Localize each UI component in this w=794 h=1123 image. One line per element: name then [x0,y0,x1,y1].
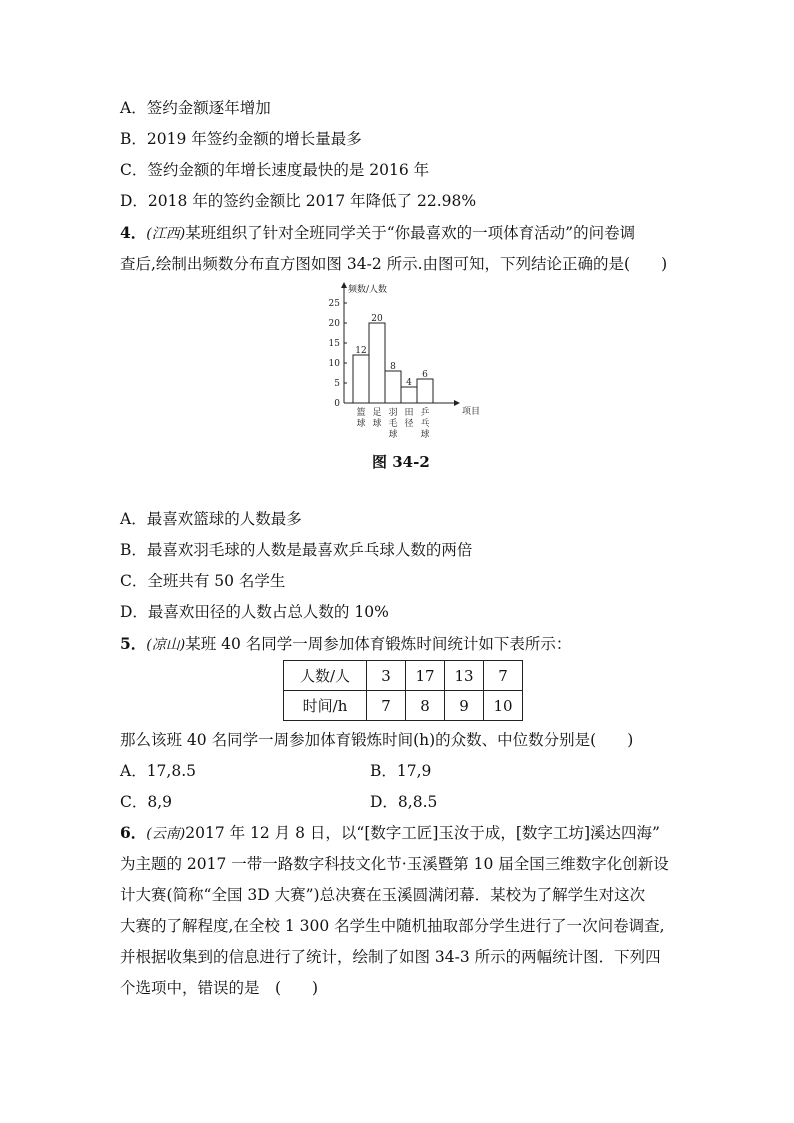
q5-number: 5． [120,634,147,653]
table-cell: 10 [484,691,523,721]
table-cell: 3 [367,661,406,691]
q4-number: 4． [120,223,147,242]
histogram-bar [353,355,369,403]
x-axis-label: 项目 [462,407,481,417]
q5-question: 那么该班 40 名同学一周参加体育锻炼时间(h)的众数、中位数分别是( ) [120,731,634,749]
table-cell: 9 [445,691,484,721]
category-label: 毛 [388,419,398,429]
q6-line1-text: 2017 年 12 月 8 日，以“[数字工匠]玉汝于成，[数字工坊]溪达四海” [185,824,660,842]
bar-data-label: 4 [406,378,412,388]
q4-stem-line2: 查后,绘制出频数分布直方图如图 34-2 所示.由图可知，下列结论正确的是( ) [120,255,668,273]
category-label: 球 [388,430,398,440]
table-cell: 8 [406,691,445,721]
category-label: 乓 [420,419,430,429]
q4-option-a: A．最喜欢篮球的人数最多 [120,510,302,528]
figure-caption-34-2: 图 34-2 [372,453,430,471]
y-tick-label: 15 [328,339,340,349]
q6-line3: 计大赛(简称“全国 3D 大赛”)总决赛在玉溪圆满闭幕．某校为了解学生对这次 [120,886,646,904]
y-axis-arrow-icon [341,282,347,288]
category-label: 羽 [388,408,398,418]
q6-line1 [120,823,660,844]
q4-option-d: D．最喜欢田径的人数占总人数的 10% [120,603,389,621]
category-label: 球 [372,419,382,429]
histogram-bar [401,387,417,403]
histogram-bar [369,323,385,403]
bar-data-label: 6 [422,370,428,380]
q5-option-d: D．8,8.5 [370,793,438,811]
q3-option-c: C．签约金额的年增长速度最快的是 2016 年 [120,161,430,179]
y-tick-label: 20 [328,319,340,329]
q5-stem [120,634,571,655]
q3-option-a: A．签约金额逐年增加 [120,99,271,117]
bar-data-label: 20 [371,314,383,324]
q4-option-b: B．最喜欢羽毛球的人数是最喜欢乒乓球人数的两倍 [120,541,473,559]
table-cell: 7 [367,691,406,721]
q5-stem-text: 某班 40 名同学一周参加体育锻炼时间统计如下表所示： [185,635,572,653]
q5-option-a: A．17,8.5 [120,762,196,780]
table-cell: 13 [445,661,484,691]
exercise-time-table [283,660,523,721]
q4-source: (江西) [146,226,186,242]
q3-option-d: D．2018 年的签约金额比 2017 年降低了 22.98% [120,192,477,210]
table-row-time [284,691,523,721]
q5-source: (凉山) [146,637,186,653]
category-label: 球 [356,419,366,429]
y-axis-label: 频数/人数 [348,285,388,295]
q6-line2: 为主题的 2017 一带一路数字科技文化节·玉溪暨第 10 届全国三维数字化创新设 [120,855,669,873]
table-header-count: 人数/人 [284,661,367,691]
bar-data-label: 8 [390,362,396,372]
y-tick-label: 10 [328,359,340,369]
q4-stem-text: 某班组织了针对全班同学关于“你最喜欢的一项体育活动”的问卷调 [185,224,636,242]
histogram-bar [417,379,433,403]
bar-data-label: 12 [355,346,367,356]
q6-number: 6． [120,823,147,842]
q6-line6: 个选项中，错误的是 ( ) [120,979,319,997]
category-label: 足 [372,408,382,418]
q6-line5: 并根据收集到的信息进行了统计，绘制了如图 34-3 所示的两幅统计图．下列四 [120,948,661,966]
category-label: 田 [404,408,414,418]
histogram-bar [385,371,401,403]
category-label: 篮 [356,408,366,418]
frequency-histogram [322,282,482,444]
q5-option-c: C．8,9 [120,793,173,811]
x-axis-arrow-icon [454,400,460,406]
category-label: 径 [404,419,414,429]
q4-stem-line1 [120,223,635,244]
table-cell: 7 [484,661,523,691]
q6-source: (云南) [146,826,186,842]
table-row-count [284,661,523,691]
q3-option-b: B．2019 年签约金额的增长量最多 [120,130,362,148]
category-label: 球 [420,430,430,440]
table-cell: 17 [406,661,445,691]
y-tick-label: 0 [334,399,340,409]
category-label: 乒 [420,408,430,418]
q6-line4: 大赛的了解程度,在全校 1 300 名学生中随机抽取部分学生进行了一次问卷调查, [120,917,665,935]
y-tick-label: 25 [328,299,340,309]
q5-option-b: B．17,9 [370,762,432,780]
table-header-time: 时间/h [284,691,367,721]
y-tick-label: 5 [334,379,340,389]
q4-option-c: C．全班共有 50 名学生 [120,572,286,590]
